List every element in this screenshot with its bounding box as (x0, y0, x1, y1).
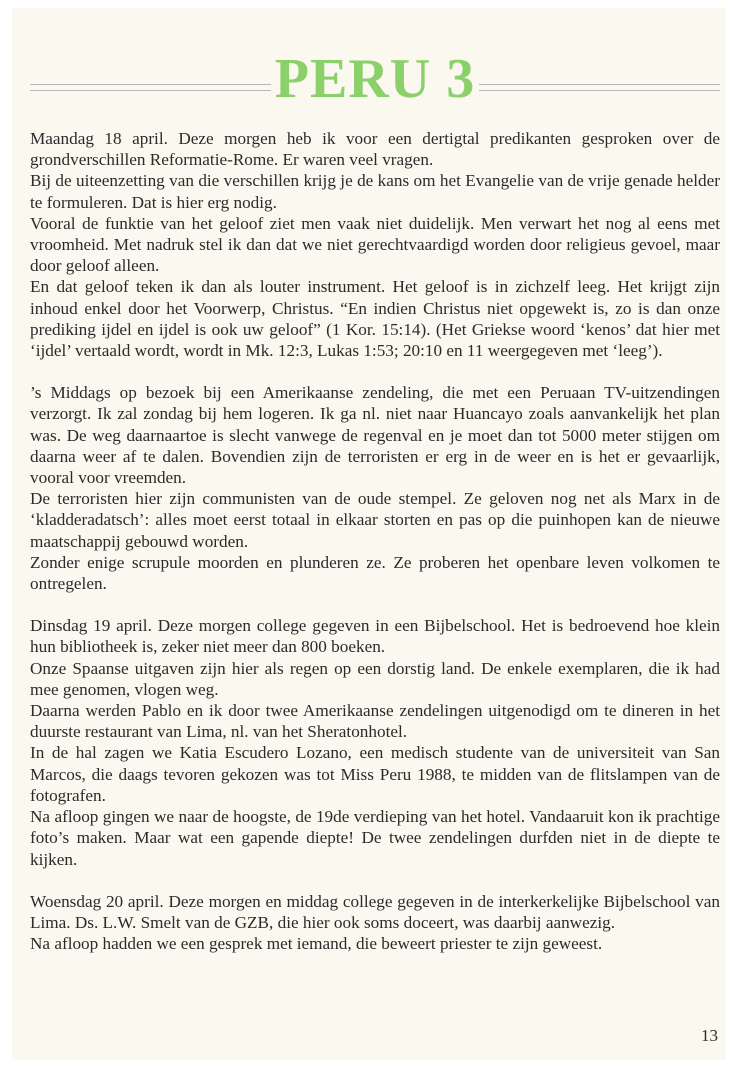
paragraph: Bij de uiteenzetting van die verschillen krijg je de kans om het Evangelie van de vrije genade helder te formuleren. Dat is hier erg nodig. (30, 171, 720, 212)
paragraph: ’s Middags op bezoek bij een Amerikaanse zendeling, die met een Peruaan TV-uitzendingen verzorgt. Ik zal zondag bij hem logeren. Ik ga nl. niet naar Huancayo zoals aanvankelijk het plan was. De weg daarnaartoe is slecht vanwege de regenval en je moet dan tot 5000 meter stijgen om daarna weer af te dalen. Bovendien zijn de terroristen er erg in de weer en is het er gevaarlijk, vooral voor vreemden. (30, 383, 720, 488)
paragraph: Dinsdag 19 april. Deze morgen college gegeven in een Bijbelschool. Het is bedroevend hoe klein hun bibliotheek is, zeker niet meer dan 800 boeken. (30, 616, 720, 657)
paragraph: De terroristen hier zijn communisten van de oude stempel. Ze geloven nog net als Marx in de ‘kladderadatsch’: alles moet eerst totaal in elkaar storten en pas op die puinhopen kan de nieuwe maatschappij gebouwd worden. (30, 489, 720, 551)
title-row (30, 44, 720, 114)
page-title: PERU 3 (274, 48, 476, 110)
paragraph: Na afloop gingen we naar de hoogste, de 19de verdieping van het hotel. Vandaaruit kon ik prachtige foto’s maken. Maar wat een gapende diepte! De twee zendelingen durfden niet in de diepte te kijken. (30, 807, 720, 869)
title-rule-left (30, 84, 271, 91)
paragraph: Daarna werden Pablo en ik door twee Amerikaanse zendelingen uitgenodigd om te dineren in het duurste restaurant van Lima, nl. van het Sheratonhotel. (30, 701, 720, 742)
body-text (30, 128, 720, 954)
page-number: 13 (701, 1026, 718, 1045)
paragraph: Vooral de funktie van het geloof ziet men vaak niet duidelijk. Men verwart het nog al eens met vroomheid. Met nadruk stel ik dan dat we niet gerechtvaardigd worden door religieus gevoel, maar door geloof alleen. (30, 213, 720, 276)
paragraph: En dat geloof teken ik dan als louter instrument. Het geloof is in zichzelf leeg. Het krijgt zijn inhoud enkel door het Voorwerp, Christus. “En indien Christus niet opgewekt is, zo is dan onze prediking ijdel en ijdel is ook uw geloof” (1 Kor. 15:14). (Het Griekse woord ‘kenos’ dat hier met ‘ijdel’ vertaald wordt, wordt in Mk. 12:3, Lukas 1:53; 20:10 en 11 weergegeven met ‘leeg’). (30, 277, 720, 361)
paragraph: In de hal zagen we Katia Escudero Lozano, een medisch studente van de universiteit van San Marcos, die daags tevoren gekozen was tot Miss Peru 1988, te midden van de flitslampen van de fotografen. (30, 743, 720, 805)
paragraph: Onze Spaanse uitgaven zijn hier als regen op een dorstig land. De enkele exemplaren, die ik had mee genomen, vlogen weg. (30, 658, 720, 699)
paragraph: Maandag 18 april. Deze morgen heb ik voor een dertigtal predikanten gesproken over de grondverschillen Reformatie-Rome. Er waren veel vragen. (30, 129, 720, 170)
paragraph: Woensdag 20 april. Deze morgen en middag college gegeven in de interkerkelijke Bijbelschool van Lima. Ds. L.W. Smelt van de GZB, die hier ook soms doceert, was daarbij aanwezig. (30, 891, 720, 932)
title-rule-right (479, 84, 720, 91)
paragraph: Na afloop hadden we een gesprek met iemand, die beweert priester te zijn geweest. (30, 934, 603, 954)
paragraph: Zonder enige scrupule moorden en plunderen ze. Ze proberen het openbare leven volkomen te ontregelen. (30, 552, 720, 594)
